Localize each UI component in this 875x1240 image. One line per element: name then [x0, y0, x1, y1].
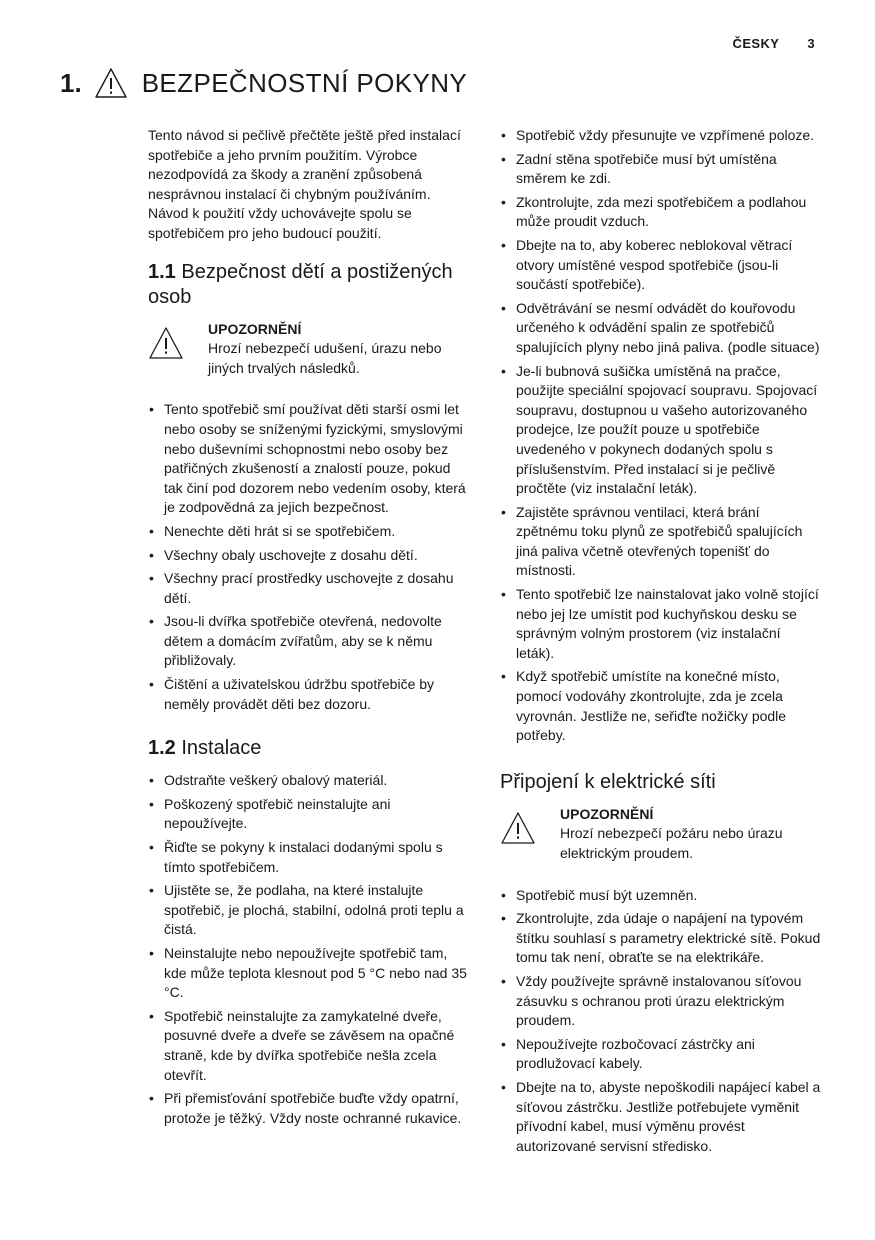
warning-title: UPOZORNĚNÍ	[208, 320, 302, 337]
installation-list-continued	[500, 126, 822, 746]
left-column	[148, 126, 468, 1132]
list-item: • Nepoužívejte rozbočovací zástrčky ani prodlužovací kabely.	[500, 1035, 822, 1074]
warning-icon	[500, 811, 536, 845]
list-item: • Odstraňte veškerý obalový materiál.	[148, 771, 468, 791]
list-item: • Je-li bubnová sušička umístěná na pračce, použijte speciální spojovací soupravu. Spojovací soupravu, dostupnou u vašeho autorizovaného prodejce, lze použít pouze u spotřebiče uvedeného v pokynech dodaných spolu s příslušenstvím. Před instalací si je pečlivě pročtěte (viz instalační leták).	[500, 362, 822, 499]
list-item: • Vždy používejte správně instalovanou síťovou zásuvku s ochranou proti úrazu elektrickým proudem.	[500, 972, 822, 1031]
list-item: • Při přemisťování spotřebiče buďte vždy opatrní, protože je těžký. Vždy noste ochranné rukavice.	[148, 1089, 468, 1128]
list-item: • Neinstalujte nebo nepoužívejte spotřebič tam, kde může teplota klesnout pod 5 °C nebo nad 35 °C.	[148, 944, 468, 1003]
list-item: • Nenechte děti hrát si se spotřebičem.	[148, 522, 468, 542]
list-item: • Poškozený spotřebič neinstalujte ani nepoužívejte.	[148, 795, 468, 834]
list-item: • Zajistěte správnou ventilaci, která brání zpětnému toku plynů ze spotřebičů spalujících jiná paliva včetně otevřených topenišť do místnosti.	[500, 503, 822, 581]
chapter-heading	[60, 66, 467, 100]
list-item: • Tento spotřebič smí používat děti starší osmi let nebo osoby se sníženými fyzickými, smyslovými nebo duševními schopnostmi nebo osoby bez patřičných zkušeností a znalostí pouze, pokud tak činí pod dozorem nebo vedením osoby, která je zodpovědná za jejich bezpečnost.	[148, 400, 468, 518]
list-item: • Tento spotřebič lze nainstalovat jako volně stojící nebo jej lze umístit pod kuchyňskou desku se správným volným prostorem (viz instalační leták).	[500, 585, 822, 663]
child-safety-list	[148, 400, 468, 714]
list-item: • Když spotřebič umístíte na konečné místo, pomocí vodováhy zkontrolujte, zda je zcela vyrovnán. Jestliže ne, seřiďte nožičky podle potřeby.	[500, 667, 822, 745]
list-item: • Zadní stěna spotřebiče musí být umístěna směrem ke zdi.	[500, 150, 822, 189]
section-heading-electrical: Připojení k elektrické síti	[500, 770, 716, 793]
intro-paragraph: Tento návod si pečlivě přečtěte ještě před instalací spotřebiče a jeho prvním použitím. Výrobce nezodpovídá za škody a zranění způsobená nesprávnou instalací či chybným používáním. Návod k použití vždy uchovávejte spolu se spotřebičem pro jeho budoucí použití.	[148, 127, 461, 241]
electrical-list	[500, 886, 822, 1157]
warning-box	[148, 320, 468, 379]
list-item: • Dbejte na to, abyste nepoškodili napájecí kabel a síťovou zástrčku. Jestliže potřebujete vyměnit přívodní kabel, musí výměnu provést autorizované servisní středisko.	[500, 1078, 822, 1156]
list-item: • Spotřebič neinstalujte za zamykatelné dveře, posuvné dveře a dveře se závěsem na opačné straně, kde by dvířka spotřebiče nešla zcela otevřít.	[148, 1007, 468, 1085]
warning-title: UPOZORNĚNÍ	[560, 805, 654, 822]
installation-list	[148, 771, 468, 1128]
section-number: 1.1	[148, 260, 176, 283]
warning-triangle-icon	[94, 67, 128, 99]
chapter-title: BEZPEČNOSTNÍ POKYNY	[141, 67, 468, 98]
list-item: • Všechny prací prostředky uschovejte z dosahu dětí.	[148, 569, 468, 608]
list-item: • Jsou-li dvířka spotřebiče otevřená, nedovolte dětem a domácím zvířatům, aby se k němu přibližovaly.	[148, 612, 468, 671]
list-item: • Ujistěte se, že podlaha, na které instalujte spotřebič, je plochá, stabilní, odolná proti teplu a čistá.	[148, 881, 468, 940]
warning-box	[500, 805, 822, 864]
list-item: • Spotřebič vždy přesunujte ve vzpřímené poloze.	[500, 126, 822, 146]
warning-text: Hrozí nebezpečí požáru nebo úrazu elektrickým proudem.	[560, 825, 783, 861]
language-label: ČESKY	[732, 36, 780, 51]
section-heading-installation	[148, 736, 468, 761]
section-title: Instalace	[181, 737, 262, 760]
list-item: • Čištění a uživatelskou údržbu spotřebiče by neměly provádět děti bez dozoru.	[148, 675, 468, 714]
list-item: • Spotřebič musí být uzemněn.	[500, 886, 822, 906]
list-item: • Řiďte se pokyny k instalaci dodanými spolu s tímto spotřebičem.	[148, 838, 468, 877]
list-item: • Zkontrolujte, zda mezi spotřebičem a podlahou může proudit vzduch.	[500, 193, 822, 232]
page-number: 3	[807, 36, 815, 51]
list-item: • Všechny obaly uschovejte z dosahu dětí.	[148, 546, 468, 566]
list-item: • Zkontrolujte, zda údaje o napájení na typovém štítku souhlasí s parametry elektrické sítě. Pokud tomu tak není, obraťte se na elektrikáře.	[500, 909, 822, 968]
list-item: • Odvětrávání se nesmí odvádět do kouřovodu určeného k odvádění spalin ze spotřebičů spalujících plyny nebo jiná paliva. (podle situace)	[500, 299, 822, 358]
section-title: Bezpečnost dětí a postižených osob	[148, 260, 453, 308]
section-number: 1.2	[148, 737, 176, 760]
warning-icon	[148, 326, 184, 360]
chapter-number: 1.	[60, 67, 82, 98]
list-item: • Dbejte na to, aby koberec neblokoval větrací otvory umístěné vespod spotřebiče (jsou-li součástí spotřebiče).	[500, 236, 822, 295]
right-column	[500, 126, 822, 1160]
page-header	[733, 36, 815, 51]
warning-text: Hrozí nebezpečí udušení, úrazu nebo jiných trvalých následků.	[208, 340, 442, 376]
section-heading-child-safety	[148, 260, 468, 310]
